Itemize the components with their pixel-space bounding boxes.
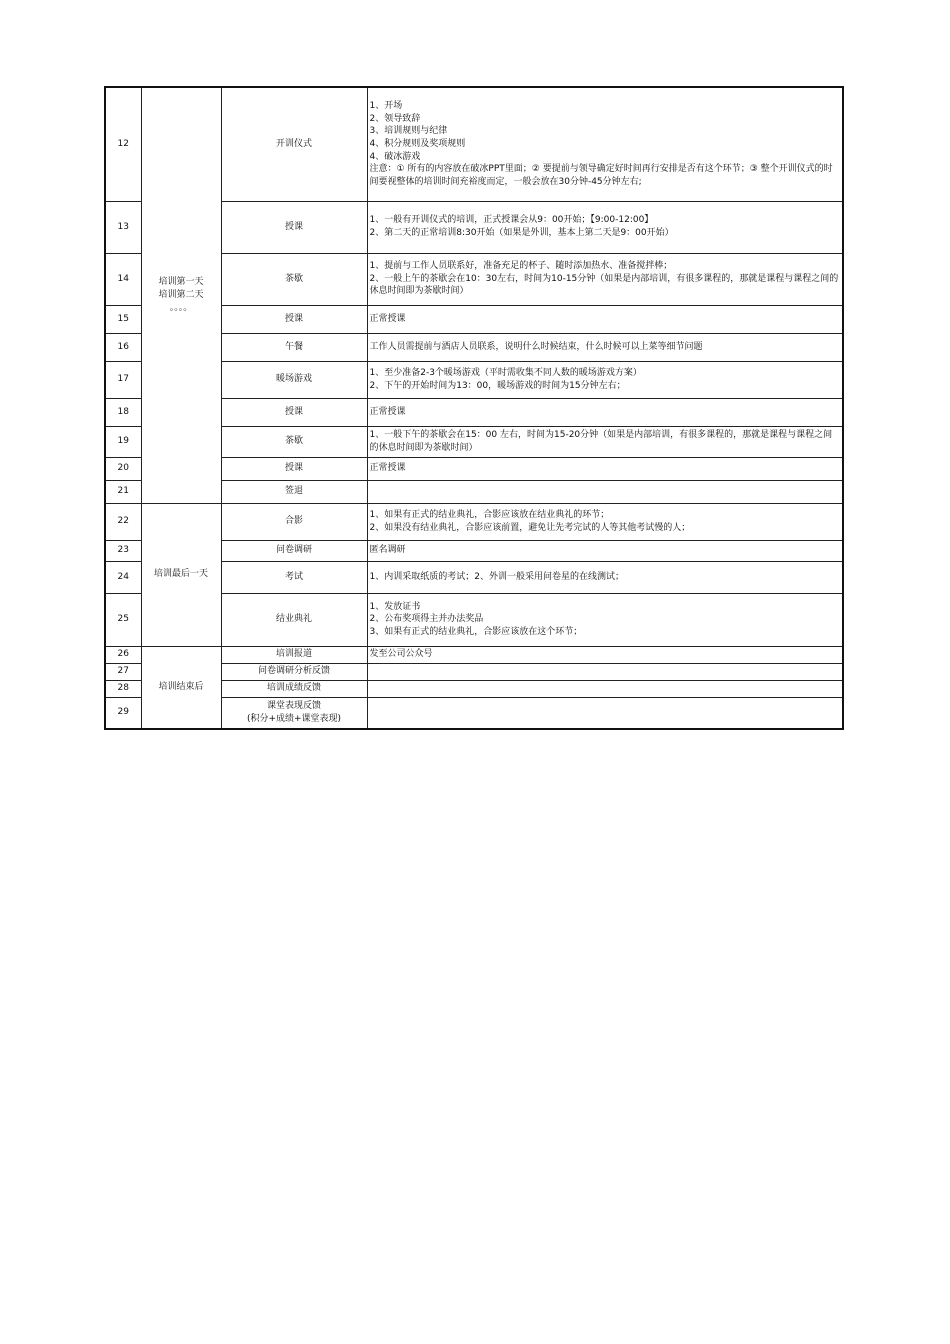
phase-cell-days [141, 87, 221, 503]
description-cell [367, 697, 843, 729]
item-cell: 培训成绩反馈 [221, 680, 367, 697]
item-cell: 午餐 [221, 333, 367, 361]
description-cell: 1、发放证书 2、公布奖项得主并办法奖品 3、如果有正式的结业典礼，合影应该放在这个环节； [367, 593, 843, 646]
item-cell: 授课 [221, 201, 367, 253]
item-cell: 课堂表现反馈 (积分+成绩+课堂表现) [221, 697, 367, 729]
description-cell [367, 680, 843, 697]
description-cell: 1、如果有正式的结业典礼，合影应该放在结业典礼的环节； 2、如果没有结业典礼，合影应该前置，避免让先考完试的人等其他考试慢的人； [367, 503, 843, 540]
phase-label: 培训第一天 培训第二天 。。。。 [158, 277, 204, 313]
description-cell: 发至公司公众号 [367, 646, 843, 663]
item-cell: 授课 [221, 457, 367, 480]
row-number: 19 [105, 426, 141, 457]
description-cell: 1、一般有开训仪式的培训，正式授课会从9：00开始；【9:00-12:00】 2、第二天的正常培训8:30开始（如果是外训，基本上第二天是9：00开始） [367, 201, 843, 253]
description-cell: 1、一般下午的茶歇会在15：00 左右，时间为15-20分钟（如果是内部培训，有很多课程的，那就是课程与课程之间的休息时间即为茶歇时间） [367, 426, 843, 457]
table-row [105, 87, 843, 201]
description-cell: 1、提前与工作人员联系好，准备充足的杯子、随时添加热水、准备搅拌棒； 2、一般上午的茶歇会在10：30左右，时间为10-15分钟（如果是内部培训，有很多课程的，那就是课程与课程之间的休息时间即为茶歇时间） [367, 253, 843, 305]
description-cell: 正常授课 [367, 305, 843, 333]
item-cell: 茶歇 [221, 426, 367, 457]
description-cell [367, 663, 843, 680]
item-cell: 授课 [221, 398, 367, 426]
row-number: 29 [105, 697, 141, 729]
row-number: 24 [105, 561, 141, 593]
row-number: 14 [105, 253, 141, 305]
description-cell: 工作人员需提前与酒店人员联系，说明什么时候结束，什么时候可以上菜等细节问题 [367, 333, 843, 361]
row-number: 27 [105, 663, 141, 680]
row-number: 16 [105, 333, 141, 361]
row-number: 26 [105, 646, 141, 663]
row-number: 13 [105, 201, 141, 253]
item-cell: 开训仪式 [221, 87, 367, 201]
training-schedule-table [104, 86, 844, 730]
row-number: 12 [105, 87, 141, 201]
item-cell: 考试 [221, 561, 367, 593]
row-number: 23 [105, 540, 141, 561]
table-row [105, 503, 843, 540]
phase-label: 培训最后一天 [153, 569, 208, 580]
row-number: 15 [105, 305, 141, 333]
item-cell: 茶歇 [221, 253, 367, 305]
item-cell: 问卷调研 [221, 540, 367, 561]
description-cell: 正常授课 [367, 457, 843, 480]
item-cell: 问卷调研分析反馈 [221, 663, 367, 680]
description-cell [367, 480, 843, 503]
table-row [105, 646, 843, 663]
item-cell: 签退 [221, 480, 367, 503]
row-number: 17 [105, 361, 141, 398]
row-number: 25 [105, 593, 141, 646]
description-cell: 正常授课 [367, 398, 843, 426]
item-cell: 合影 [221, 503, 367, 540]
phase-cell-last-day [141, 503, 221, 646]
description-cell: 1、至少准备2-3个暖场游戏（平时需收集不同人数的暖场游戏方案） 2、下午的开始时间为13：00，暖场游戏的时间为15分钟左右； [367, 361, 843, 398]
item-cell: 培训报道 [221, 646, 367, 663]
phase-label: 培训结束后 [158, 681, 204, 692]
description-cell: 1、内训采取纸质的考试；2、外训一般采用问卷星的在线测试； [367, 561, 843, 593]
row-number: 21 [105, 480, 141, 503]
row-number: 18 [105, 398, 141, 426]
phase-cell-after [141, 646, 221, 729]
row-number: 22 [105, 503, 141, 540]
item-cell: 结业典礼 [221, 593, 367, 646]
description-cell: 1、开场 2、领导致辞 3、培训规则与纪律 4、积分规则及奖项规则 4、破冰游戏 注意：① 所有的内容放在破冰PPT里面；② 要提前与领导确定好时间再行安排是否有这个环节；③ 整个开训仪式的时间要视整体的培训时间充裕度而定，一般会放在30分钟-45分钟左右; [367, 87, 843, 201]
item-cell: 授课 [221, 305, 367, 333]
row-number: 28 [105, 680, 141, 697]
item-cell: 暖场游戏 [221, 361, 367, 398]
row-number: 20 [105, 457, 141, 480]
description-cell: 匿名调研 [367, 540, 843, 561]
